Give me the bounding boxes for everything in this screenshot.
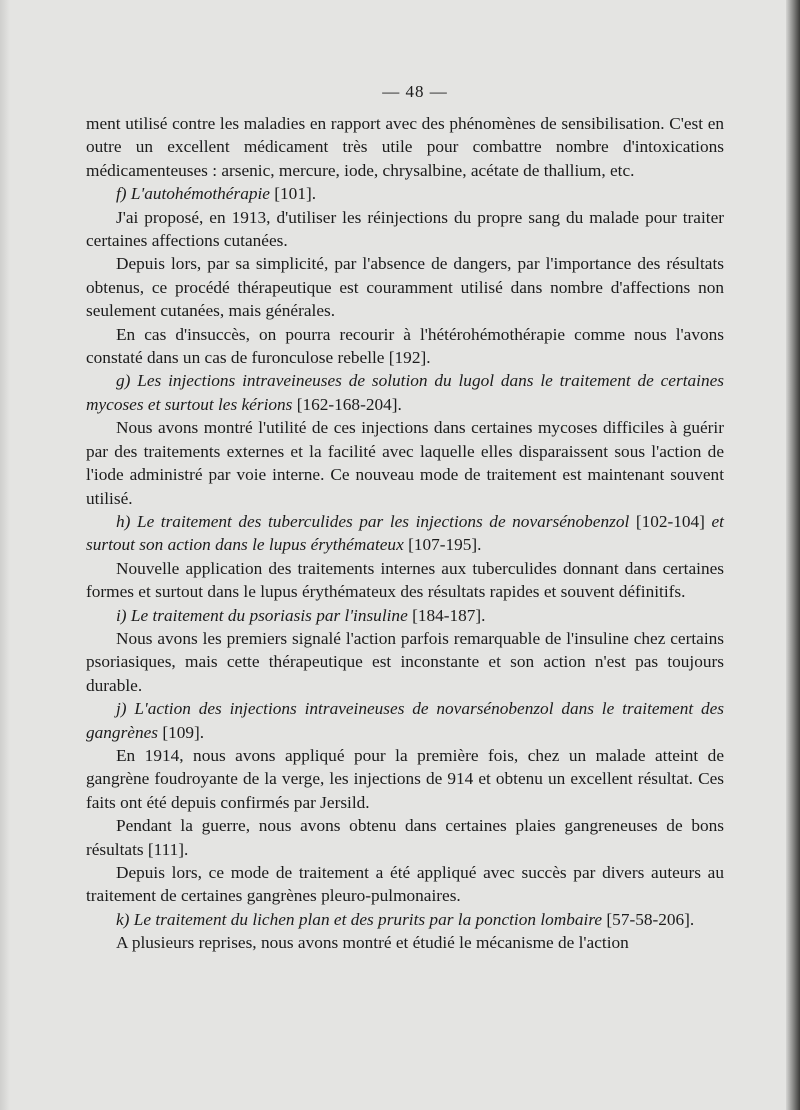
- section-marker: k): [116, 909, 130, 929]
- section-title: L'action des injections intraveineuses de novarsénobenzol dans le traitement des gangrènes: [86, 699, 724, 742]
- paragraph: A plusieurs reprises, nous avons montré et étudié le mécanisme de l'action: [116, 933, 629, 953]
- reference: [109].: [162, 722, 205, 742]
- section-title: Le traitement des tuberculides par les injections de novarsénobenzol: [136, 511, 630, 531]
- section-title: L'autohémothérapie: [130, 184, 270, 204]
- section-title: Le traitement du psoriasis par l'insuline: [130, 605, 408, 625]
- body-text: [86, 112, 724, 955]
- paragraph: Depuis lors, ce mode de traitement a été appliqué avec succès par divers auteurs au traitement de certaines gangrènes pleuro-pulmonaires.: [86, 863, 724, 906]
- section-marker: j): [116, 699, 127, 719]
- document-page: [86, 82, 724, 955]
- paragraph: Pendant la guerre, nous avons obtenu dans certaines plaies gangreneuses de bons résultats [111].: [86, 816, 724, 859]
- reference: [102-104]: [635, 511, 705, 531]
- section-marker: g): [116, 371, 131, 391]
- page-number: — 48 —: [382, 82, 448, 101]
- section-heading: [86, 604, 724, 627]
- paragraph: Nouvelle application des traitements internes aux tuberculides donnant dans certaines formes et surtout dans le lupus érythémateux des résultats rapides et souvent définitifs.: [86, 558, 724, 602]
- paragraph: En 1914, nous avons appliqué pour la première fois, chez un malade atteint de gangrène foudroyante de la verge, les injections de 914 et obtenu un excellent résultat. Ces faits ont été depuis confirmés par Jersild.: [86, 745, 724, 812]
- section-heading: [86, 510, 724, 557]
- paragraph: En cas d'insuccès, on pourra recourir à l'hétérohémothérapie comme nous l'avons constaté dans un cas de furonculose rebelle [192].: [86, 324, 724, 368]
- section-title: Les injections intraveineuses de solution du lugol dans le traitement de certaines mycoses et surtout les kérions: [86, 371, 724, 414]
- paragraph: J'ai proposé, en 1913, d'utiliser les réinjections du propre sang du malade pour traiter certaines affections cutanées.: [86, 207, 724, 251]
- paragraph: Nous avons les premiers signalé l'action parfois remarquable de l'insuline chez certains psoriasiques, mais cette thérapeutique est inconstante et son action n'est pas toujours durable.: [86, 628, 724, 695]
- reference: [57-58-206].: [606, 909, 695, 929]
- reference: [184-187].: [412, 605, 486, 625]
- section-title: Le traitement du lichen plan et des prurits par la ponction lombaire: [133, 909, 603, 929]
- section-heading: [86, 182, 724, 205]
- section-heading: [86, 697, 724, 744]
- section-title: et surtout son action dans le lupus érythémateux: [86, 511, 724, 555]
- section-heading: [86, 369, 724, 416]
- page-edge-left: [0, 0, 10, 1110]
- paragraph: ment utilisé contre les maladies en rapport avec des phénomènes de sensibilisation. C'est en outre un excellent médicament très utile pour combattre nombre d'intoxications médicamenteuses : arsenic, mercure, iode, chrysalbine, acétate de thallium, etc.: [86, 114, 724, 180]
- section-marker: f): [116, 184, 127, 204]
- paragraph: Nous avons montré l'utilité de ces injections dans certaines mycoses difficiles à guérir par des traitements externes et la facilité avec laquelle elles disparaissent sous l'action de l'iode administré par voie interne. Ce nouveau mode de traitement est maintenant souvent utilisé.: [86, 418, 724, 508]
- page-edge-right: [786, 0, 800, 1110]
- reference: [162-168-204].: [296, 394, 402, 414]
- section-heading: [86, 908, 724, 931]
- section-marker: h): [116, 511, 131, 531]
- paragraph: Depuis lors, par sa simplicité, par l'absence de dangers, par l'importance des résultats obtenus, ce procédé thérapeutique est couramment utilisé dans nombre d'affections non seulement cutanées, mais générales.: [86, 254, 724, 321]
- reference: [101].: [274, 184, 317, 204]
- reference: [107-195].: [408, 535, 482, 555]
- section-marker: i): [116, 605, 127, 625]
